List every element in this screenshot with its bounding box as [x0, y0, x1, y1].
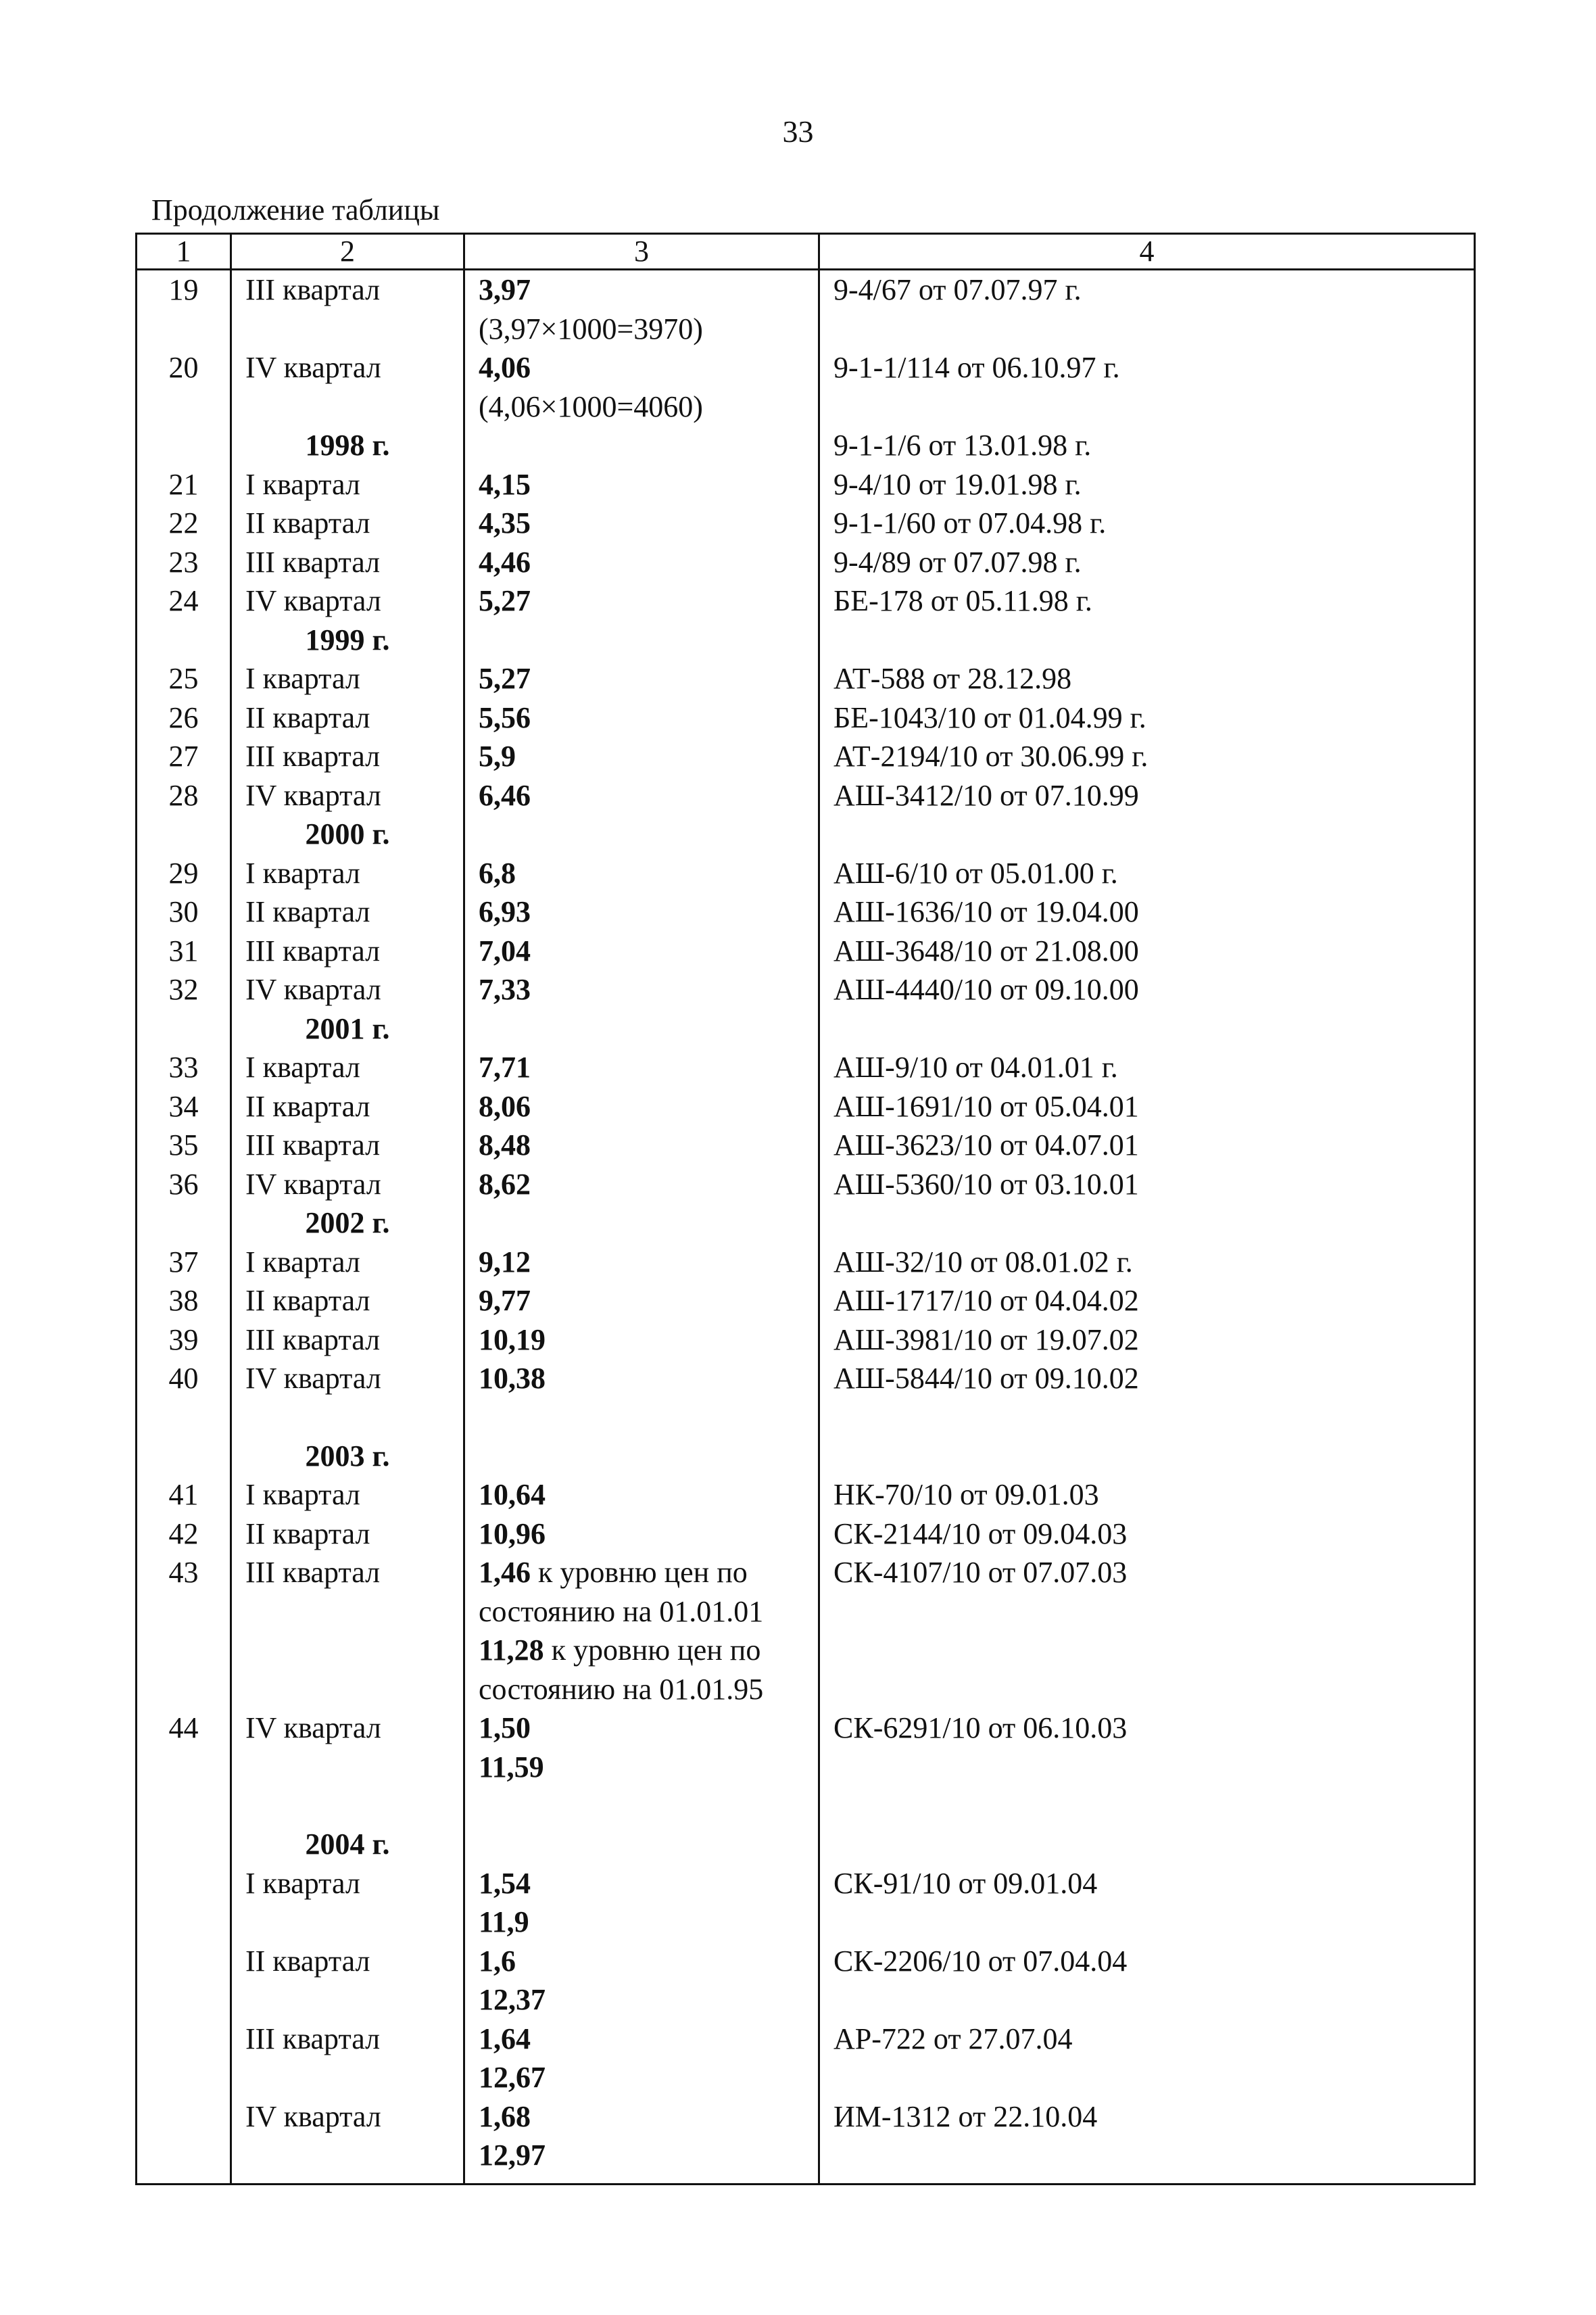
- index-value: 8,62: [479, 1167, 531, 1201]
- table-row: [137, 932, 1475, 971]
- row-document: СК-6291/10 от 06.10.03: [819, 1709, 1475, 1748]
- row-document: АШ-1717/10 от 04.04.02: [819, 1281, 1475, 1320]
- note-row: [137, 1592, 1475, 1631]
- index-value: 1,6: [479, 1944, 516, 1978]
- year-row: [137, 621, 1475, 660]
- row-number: [137, 1592, 231, 1631]
- row-period: I квартал: [231, 854, 464, 893]
- row-period: II квартал: [231, 1087, 464, 1126]
- row-period: II квартал: [231, 504, 464, 543]
- row-number: 27: [137, 737, 231, 776]
- year-heading: 2002 г.: [231, 1203, 464, 1243]
- row-document: ИМ-1312 от 22.10.04: [819, 2097, 1475, 2137]
- row-period: I квартал: [231, 465, 464, 504]
- note-row: [137, 2136, 1475, 2185]
- row-number: 29: [137, 854, 231, 893]
- row-value: [464, 1320, 819, 1360]
- row-value-note: [464, 1670, 819, 1709]
- row-number: [137, 1864, 231, 1903]
- row-number: [137, 1980, 231, 2020]
- row-document: [819, 1903, 1475, 1942]
- table-row: [137, 270, 1475, 310]
- row-number: [137, 621, 231, 660]
- row-period: I квартал: [231, 659, 464, 698]
- row-number: 39: [137, 1320, 231, 1360]
- table-row: [137, 581, 1475, 621]
- row-number: [137, 387, 231, 427]
- row-value: [464, 1203, 819, 1243]
- row-period: III квартал: [231, 1553, 464, 1592]
- row-number: 38: [137, 1281, 231, 1320]
- row-document: СК-2206/10 от 07.04.04: [819, 1942, 1475, 1981]
- row-number: 42: [137, 1514, 231, 1554]
- row-document: [819, 1009, 1475, 1049]
- row-period: III квартал: [231, 932, 464, 971]
- table-row: [137, 1320, 1475, 1360]
- row-document: [819, 621, 1475, 660]
- index-value: 7,04: [479, 934, 531, 968]
- table-row: [137, 1087, 1475, 1126]
- row-value: [464, 1709, 819, 1748]
- row-document: [819, 1825, 1475, 1864]
- table-row: [137, 504, 1475, 543]
- row-value-note: [464, 2136, 819, 2185]
- header-col-4: 4: [819, 234, 1475, 270]
- row-value: [464, 2020, 819, 2059]
- row-period: IV квартал: [231, 581, 464, 621]
- row-number: [137, 1670, 231, 1709]
- year-row: [137, 1437, 1475, 1476]
- index-value-secondary: 12,67: [479, 2061, 546, 2094]
- row-number: 23: [137, 543, 231, 582]
- row-value-note: [464, 1592, 819, 1631]
- table-row: [137, 776, 1475, 815]
- row-value-note: [464, 310, 819, 349]
- year-heading: 1998 г.: [231, 426, 464, 465]
- row-document: АШ-3623/10 от 04.07.01: [819, 1126, 1475, 1165]
- index-value: 6,93: [479, 895, 531, 928]
- row-number: [137, 2097, 231, 2137]
- row-number: 30: [137, 892, 231, 932]
- index-value: 7,71: [479, 1051, 531, 1084]
- row-period: I квартал: [231, 1243, 464, 1282]
- row-document: 9-4/67 от 07.07.97 г.: [819, 270, 1475, 310]
- row-value: [464, 2097, 819, 2137]
- row-number: [137, 1825, 231, 1864]
- row-document: АШ-6/10 от 05.01.00 г.: [819, 854, 1475, 893]
- table-row: [137, 465, 1475, 504]
- row-document: АТ-2194/10 от 30.06.99 г.: [819, 737, 1475, 776]
- row-period: IV квартал: [231, 1165, 464, 1204]
- row-number: 28: [137, 776, 231, 815]
- row-number: [137, 815, 231, 854]
- index-value: 7,33: [479, 973, 531, 1006]
- row-value: [464, 815, 819, 854]
- note-text: состоянию на 01.01.95: [479, 1672, 764, 1706]
- row-period: III квартал: [231, 2020, 464, 2059]
- row-document: [819, 2136, 1475, 2185]
- row-period: IV квартал: [231, 2097, 464, 2137]
- row-number: [137, 1942, 231, 1981]
- index-value: 3,97: [479, 273, 531, 306]
- index-value-secondary: 12,37: [479, 1983, 546, 2016]
- row-document: [819, 2058, 1475, 2097]
- row-value: [464, 504, 819, 543]
- row-document: АШ-32/10 от 08.01.02 г.: [819, 1243, 1475, 1282]
- index-value: 4,46: [479, 545, 531, 579]
- row-value-note: [464, 1980, 819, 2020]
- row-value: [464, 1243, 819, 1282]
- row-document: АШ-3648/10 от 21.08.00: [819, 932, 1475, 971]
- row-value-note: [464, 1748, 819, 1787]
- row-value: [464, 1786, 819, 1825]
- row-value: [464, 1437, 819, 1476]
- year-heading: 2003 г.: [231, 1437, 464, 1476]
- row-number: 40: [137, 1359, 231, 1398]
- row-number: 25: [137, 659, 231, 698]
- row-value: [464, 1475, 819, 1514]
- row-value: [464, 1553, 819, 1592]
- row-number: 21: [137, 465, 231, 504]
- index-value: 6,46: [479, 778, 531, 812]
- index-value: 1,54: [479, 1866, 531, 1900]
- row-period: [231, 1786, 464, 1825]
- index-value: 8,48: [479, 1128, 531, 1162]
- index-value-note: к уровню цен по: [531, 1556, 748, 1589]
- table-row: [137, 348, 1475, 387]
- row-document: АШ-9/10 от 04.01.01 г.: [819, 1048, 1475, 1087]
- table-row: [137, 2020, 1475, 2059]
- row-number: 24: [137, 581, 231, 621]
- year-heading: 2001 г.: [231, 1009, 464, 1049]
- row-number: 36: [137, 1165, 231, 1204]
- row-number: 26: [137, 698, 231, 738]
- row-period: IV квартал: [231, 1359, 464, 1398]
- row-value: [464, 465, 819, 504]
- year-row: [137, 1009, 1475, 1049]
- table-row: [137, 1475, 1475, 1514]
- row-value: [464, 621, 819, 660]
- row-value: [464, 1048, 819, 1087]
- note-row: [137, 1980, 1475, 2020]
- index-value: 1,50: [479, 1711, 531, 1744]
- row-number: 31: [137, 932, 231, 971]
- table-row: [137, 970, 1475, 1009]
- table-body: [137, 270, 1475, 2185]
- row-document: [819, 1398, 1475, 1437]
- row-document: [819, 387, 1475, 427]
- row-document: АШ-1636/10 от 19.04.00: [819, 892, 1475, 932]
- index-value: 9,77: [479, 1284, 531, 1317]
- page-number: 33: [782, 114, 814, 149]
- index-value: 5,9: [479, 740, 516, 773]
- table-row: [137, 1514, 1475, 1554]
- row-value: [464, 1864, 819, 1903]
- index-value: 8,06: [479, 1089, 531, 1123]
- index-value: 10,96: [479, 1517, 546, 1550]
- row-document: СК-91/10 от 09.01.04: [819, 1864, 1475, 1903]
- row-value-note: [464, 2058, 819, 2097]
- table-row: [137, 737, 1475, 776]
- note-row: [137, 1670, 1475, 1709]
- row-number: [137, 310, 231, 349]
- index-value: 5,27: [479, 584, 531, 617]
- row-period: [231, 1631, 464, 1670]
- row-value: [464, 970, 819, 1009]
- row-document: АТ-588 от 28.12.98: [819, 659, 1475, 698]
- index-value: 10,19: [479, 1322, 546, 1356]
- index-value: 9,12: [479, 1245, 531, 1279]
- row-value: [464, 1942, 819, 1981]
- row-number: 44: [137, 1709, 231, 1748]
- row-period: II квартал: [231, 698, 464, 738]
- row-number: [137, 1631, 231, 1670]
- year-heading: 2004 г.: [231, 1825, 464, 1864]
- row-period: III квартал: [231, 1320, 464, 1360]
- row-period: [231, 310, 464, 349]
- row-value: [464, 1087, 819, 1126]
- row-value-note: [464, 1903, 819, 1942]
- row-document: СК-4107/10 от 07.07.03: [819, 1553, 1475, 1592]
- row-number: [137, 1437, 231, 1476]
- row-number: [137, 1009, 231, 1049]
- index-value-secondary: 11,9: [479, 1905, 529, 1938]
- row-document: АШ-4440/10 от 09.10.00: [819, 970, 1475, 1009]
- row-value: [464, 1359, 819, 1398]
- row-number: [137, 1398, 231, 1437]
- row-document: БЕ-178 от 05.11.98 г.: [819, 581, 1475, 621]
- table-row: [137, 2097, 1475, 2137]
- header-col-1: 1: [137, 234, 231, 270]
- row-number: [137, 2020, 231, 2059]
- row-period: III квартал: [231, 1126, 464, 1165]
- row-period: [231, 1592, 464, 1631]
- row-value: [464, 932, 819, 971]
- row-number: 19: [137, 270, 231, 310]
- row-document: 9-4/10 от 19.01.98 г.: [819, 465, 1475, 504]
- row-number: 20: [137, 348, 231, 387]
- row-value: [464, 543, 819, 582]
- index-value-secondary: 11,28: [479, 1633, 544, 1667]
- row-document: [819, 1748, 1475, 1787]
- index-value: 6,8: [479, 856, 516, 890]
- table-row: [137, 1359, 1475, 1398]
- note-text: (4,06×1000=4060): [479, 389, 703, 423]
- note-row: [137, 1748, 1475, 1787]
- year-heading: 1999 г.: [231, 621, 464, 660]
- note-row: [137, 1903, 1475, 1942]
- row-period: [231, 1903, 464, 1942]
- row-period: II квартал: [231, 892, 464, 932]
- index-value: 10,64: [479, 1478, 546, 1511]
- price-index-table: [135, 233, 1476, 2185]
- row-period: [231, 1748, 464, 1787]
- row-value: [464, 776, 819, 815]
- table-row: [137, 1709, 1475, 1748]
- row-document: 9-1-1/114 от 06.10.97 г.: [819, 348, 1475, 387]
- row-period: III квартал: [231, 737, 464, 776]
- row-document: АШ-1691/10 от 05.04.01: [819, 1087, 1475, 1126]
- row-value: [464, 1398, 819, 1437]
- row-value: [464, 426, 819, 465]
- table-row: [137, 854, 1475, 893]
- table-caption: Продолжение таблицы: [151, 193, 440, 226]
- row-number: 33: [137, 1048, 231, 1087]
- table-row: [137, 698, 1475, 738]
- table-row: [137, 1281, 1475, 1320]
- table-row: [137, 1126, 1475, 1165]
- index-value-secondary: 11,59: [479, 1750, 544, 1784]
- row-value: [464, 1126, 819, 1165]
- index-value: 1,68: [479, 2099, 531, 2133]
- row-document: 9-1-1/6 от 13.01.98 г.: [819, 426, 1475, 465]
- row-value: [464, 348, 819, 387]
- row-period: IV квартал: [231, 970, 464, 1009]
- row-document: [819, 1980, 1475, 2020]
- row-number: [137, 2136, 231, 2185]
- year-row: [137, 815, 1475, 854]
- index-value: 4,35: [479, 506, 531, 540]
- row-value: [464, 1281, 819, 1320]
- row-document: [819, 1592, 1475, 1631]
- row-value: [464, 1165, 819, 1204]
- row-number: 41: [137, 1475, 231, 1514]
- row-document: 9-4/89 от 07.07.98 г.: [819, 543, 1475, 582]
- table-row: [137, 659, 1475, 698]
- row-value: [464, 581, 819, 621]
- row-number: [137, 1748, 231, 1787]
- index-value: 1,64: [479, 2022, 531, 2055]
- row-document: АШ-5844/10 от 09.10.02: [819, 1359, 1475, 1398]
- spacer-row: [137, 1786, 1475, 1825]
- row-number: [137, 1903, 231, 1942]
- row-document: АШ-3981/10 от 19.07.02: [819, 1320, 1475, 1360]
- row-value: [464, 659, 819, 698]
- note-row: [137, 310, 1475, 349]
- row-number: [137, 1786, 231, 1825]
- row-value: [464, 1514, 819, 1554]
- row-period: [231, 387, 464, 427]
- row-document: [819, 1786, 1475, 1825]
- table-row: [137, 1165, 1475, 1204]
- row-period: IV квартал: [231, 776, 464, 815]
- index-value: 10,38: [479, 1362, 546, 1395]
- row-document: [819, 310, 1475, 349]
- row-number: 35: [137, 1126, 231, 1165]
- row-document: АР-722 от 27.07.04: [819, 2020, 1475, 2059]
- table-row: [137, 1864, 1475, 1903]
- spacer-row: [137, 1398, 1475, 1437]
- header-col-3: 3: [464, 234, 819, 270]
- row-period: II квартал: [231, 1514, 464, 1554]
- row-document: [819, 1631, 1475, 1670]
- note-row: [137, 2058, 1475, 2097]
- row-period: I квартал: [231, 1475, 464, 1514]
- row-period: II квартал: [231, 1281, 464, 1320]
- row-value-note: [464, 387, 819, 427]
- index-value-secondary: 12,97: [479, 2139, 546, 2172]
- note-row: [137, 1631, 1475, 1670]
- index-value: 4,15: [479, 467, 531, 501]
- row-period: [231, 1670, 464, 1709]
- row-document: БЕ-1043/10 от 01.04.99 г.: [819, 698, 1475, 738]
- row-document: [819, 1670, 1475, 1709]
- table-row: [137, 1553, 1475, 1592]
- table-row: [137, 1243, 1475, 1282]
- year-row: [137, 426, 1475, 465]
- row-value: [464, 270, 819, 310]
- index-value: 1,46: [479, 1556, 531, 1589]
- row-period: I квартал: [231, 1864, 464, 1903]
- row-number: 22: [137, 504, 231, 543]
- row-document: [819, 815, 1475, 854]
- row-number: 37: [137, 1243, 231, 1282]
- row-period: [231, 1398, 464, 1437]
- row-value: [464, 892, 819, 932]
- index-value: 4,06: [479, 351, 531, 384]
- row-number: 32: [137, 970, 231, 1009]
- row-value: [464, 1825, 819, 1864]
- table-row: [137, 543, 1475, 582]
- row-value: [464, 698, 819, 738]
- row-number: [137, 2058, 231, 2097]
- row-period: I квартал: [231, 1048, 464, 1087]
- year-row: [137, 1825, 1475, 1864]
- note-row: [137, 387, 1475, 427]
- note-text: состоянию на 01.01.01: [479, 1594, 764, 1628]
- note-text: (3,97×1000=3970): [479, 312, 703, 345]
- row-period: IV квартал: [231, 1709, 464, 1748]
- row-number: 34: [137, 1087, 231, 1126]
- index-value: 5,56: [479, 700, 531, 734]
- row-period: [231, 2136, 464, 2185]
- row-document: [819, 1437, 1475, 1476]
- year-heading: 2000 г.: [231, 815, 464, 854]
- row-period: [231, 1980, 464, 2020]
- row-number: 43: [137, 1553, 231, 1592]
- row-period: IV квартал: [231, 348, 464, 387]
- note-text: к уровню цен по: [543, 1633, 761, 1667]
- table-header-row: [137, 234, 1475, 270]
- row-document: СК-2144/10 от 09.04.03: [819, 1514, 1475, 1554]
- row-number: [137, 426, 231, 465]
- row-value-note: [464, 1631, 819, 1670]
- row-document: АШ-5360/10 от 03.10.01: [819, 1165, 1475, 1204]
- table-row: [137, 1048, 1475, 1087]
- row-period: [231, 2058, 464, 2097]
- row-document: АШ-3412/10 от 07.10.99: [819, 776, 1475, 815]
- row-document: [819, 1203, 1475, 1243]
- row-number: [137, 1203, 231, 1243]
- index-value: 5,27: [479, 662, 531, 695]
- row-period: II квартал: [231, 1942, 464, 1981]
- row-document: НК-70/10 от 09.01.03: [819, 1475, 1475, 1514]
- table-row: [137, 1942, 1475, 1981]
- header-col-2: 2: [231, 234, 464, 270]
- row-document: 9-1-1/60 от 07.04.98 г.: [819, 504, 1475, 543]
- row-period: III квартал: [231, 270, 464, 310]
- year-row: [137, 1203, 1475, 1243]
- row-value: [464, 737, 819, 776]
- row-value: [464, 854, 819, 893]
- row-period: III квартал: [231, 543, 464, 582]
- row-value: [464, 1009, 819, 1049]
- table-row: [137, 892, 1475, 932]
